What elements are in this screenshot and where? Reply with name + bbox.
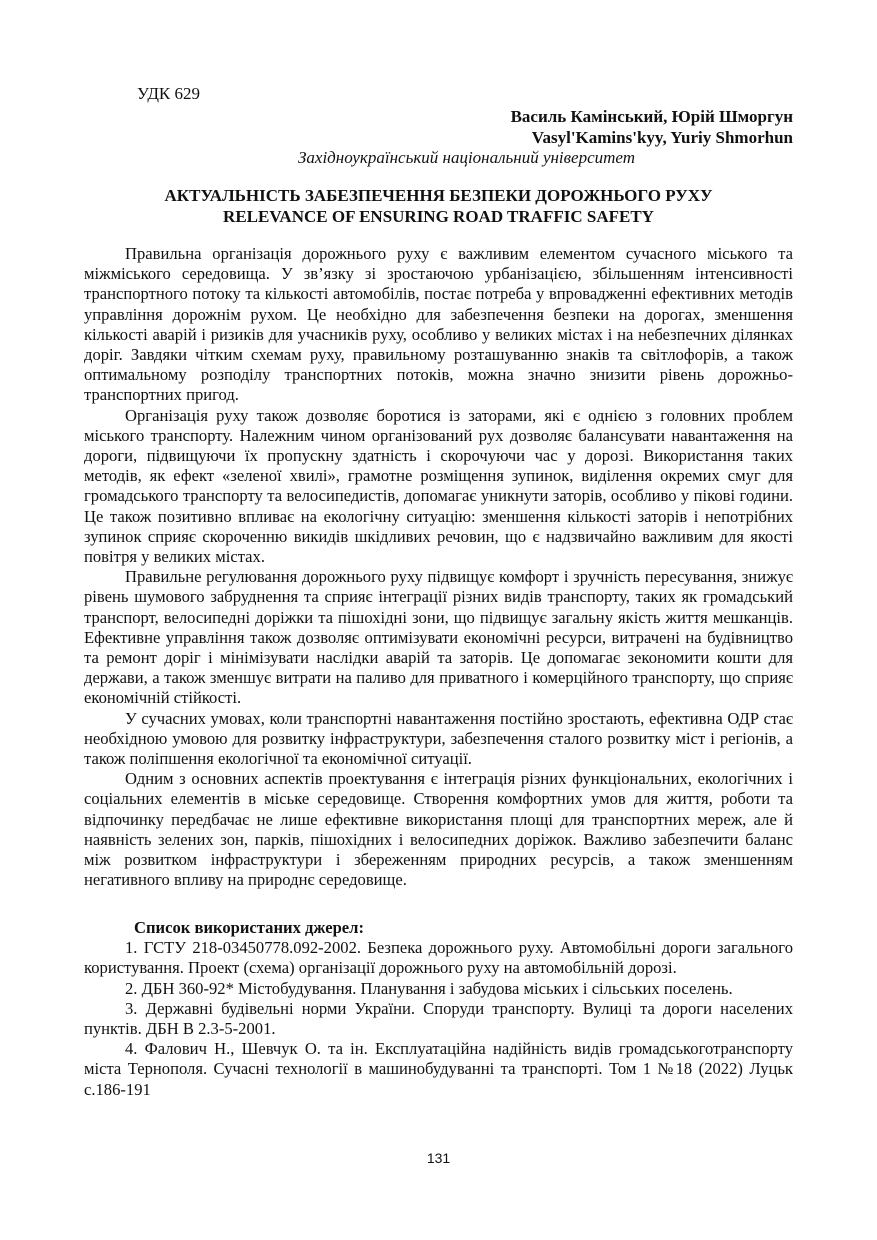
reference-item: 3. Державні будівельні норми України. Споруди транспорту. Вулиці та дороги населених пунктів. ДБН В 2.3-5-2001. — [84, 998, 793, 1039]
affiliation-text: Західноукраїнський національний університет — [298, 148, 635, 167]
body-paragraph: У сучасних умовах, коли транспортні навантаження постійно зростають, ефективна ОДР стає необхідною умовою для розвитку інфраструктури, забезпечення сталого розвитку міст і регіонів, а також поліпшення екологічної та економічної ситуації. — [84, 708, 793, 769]
body-text — [84, 244, 793, 891]
paper-title — [84, 185, 793, 227]
authors-english: Vasyl'Kamins'kyy, Yuriy Shmorhun — [531, 128, 793, 147]
reference-item: 2. ДБН 360-92* Містобудування. Планування і забудова міських і сільських поселень. — [125, 978, 733, 998]
references-heading: Список використаних джерел: — [134, 918, 365, 937]
udk-code: УДК 629 — [137, 84, 201, 103]
title-english: RELEVANCE OF ENSURING ROAD TRAFFIC SAFETY — [223, 207, 654, 226]
authors-block — [511, 106, 793, 148]
page-number: 131 — [426, 1150, 451, 1166]
affiliation — [0, 148, 877, 168]
body-paragraph: Правильне регулювання дорожнього руху підвищує комфорт і зручність пересування, знижує рівень шумового забруднення та сприяє інтеграції різних видів транспорту, таких як громадський транспорт, велосипедні доріжки та пішохідні зони, що підвищує загальну якість життя мешканців. Ефективне управління також дозволяє оптимізувати економічні ресурси, витрачені на будівництво та ремонт доріг і мінімізувати наслідки аварій та заторів. Це допомагає зекономити кошти для держави, а також зменшує витрати на паливо для приватного і комерційного транспорту, що сприяє економічній стійкості. — [84, 567, 793, 708]
body-paragraph: Одним з основних аспектів проектування є інтеграція різних функціональних, екологічних і соціальних елементів в міське середовище. Створення комфортних умов для життя, роботи та відпочинку передбачає не лише ефективне використання площі для транспортних мереж, але й наявність зелених зон, парків, пішохідних і велосипедних доріжок. Важливо забезпечити баланс між розвитком інфраструктури і збереженням природних ресурсів, а також зменшенням негативного впливу на природнє середовище. — [84, 769, 793, 890]
authors-ukrainian: Василь Камінський, Юрій Шморгун — [510, 107, 793, 126]
title-ukrainian: АКТУАЛЬНІСТЬ ЗАБЕЗПЕЧЕННЯ БЕЗПЕКИ ДОРОЖНЬОГО РУХУ — [164, 186, 713, 205]
body-paragraph: Правильна організація дорожнього руху є важливим елементом сучасного міського та міжміського середовища. У зв’язку зі зростаючою урбанізацією, збільшенням інтенсивності транспортного потоку та кількості автомобілів, постає потреба у впровадженні ефективних методів управління дорожнім рухом. Це необхідно для забезпечення безпеки на дорогах, зменшення кількості аварій і ризиків для учасників руху, особливо у великих містах і на небезпечних ділянках доріг. Завдяки чітким схемам руху, правильному розташуванню знаків та світлофорів, а також оптимальному розподілу транспортних потоків, можна значно знизити рівень дорожньо-транспортних пригод. — [84, 244, 793, 405]
body-paragraph: Організація руху також дозволяє боротися із заторами, які є однією з головних проблем міського транспорту. Належним чином організований рух дозволяє балансувати навантаження на дороги, підвищуючи їх пропускну здатність і скорочуючи час у дорозі. Використання таких методів, як ефект «зеленої хвилі», грамотне розміщення зупинок, виділення окремих смуг для громадського транспорту та велосипедистів, допомагає уникнути заторів, особливо у пікові години. Це також позитивно впливає на екологічну ситуацію: зменшення кількості заторів і непотрібних зупинок сприяє скороченню викидів шкідливих речовин, що є надзвичайно важливим для якості повітря у великих містах. — [84, 405, 793, 567]
reference-item: 4. Фалович Н., Шевчук О. та ін. Експлуатаційна надійність видів громадськоготранспорту міста Тернополя. Сучасні технології в машинобудуванні та транспорті. Том 1 №18 (2022) Луцьк с.186-191 — [84, 1039, 793, 1099]
reference-item: 1. ГСТУ 218-03450778.092-2002. Безпека дорожнього руху. Автомобільні дороги загального користування. Проект (схема) організації дорожнього руху на автомобільній дорозі. — [84, 938, 793, 978]
references-section — [84, 918, 793, 1100]
